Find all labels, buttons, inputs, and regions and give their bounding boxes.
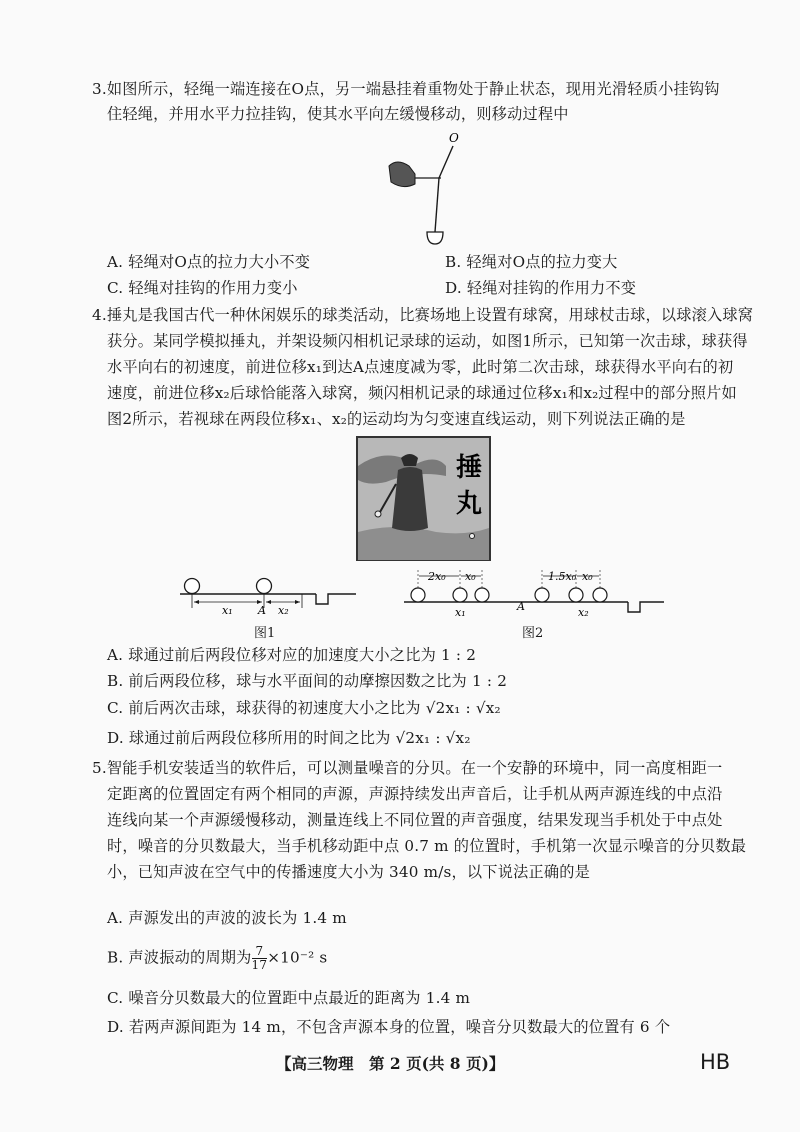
figure-2 [402, 566, 667, 622]
q4-option-d-text: D. 球通过前后两段位移所用的时间之比为 [107, 729, 396, 747]
hand-icon [389, 162, 415, 187]
q5-option-c: C. 噪音分贝数最大的位置距中点最近的距离为 1.4 m [107, 989, 471, 1007]
q5-fraction-numerator: 7 [252, 945, 268, 959]
q4-stem-line2: 获分。某同学模拟捶丸，并架设频闪相机记录球的运动，如图1所示，已知第一次击球，球获得 [107, 332, 748, 350]
q4-option-c [107, 697, 501, 719]
fig1-ball-hole [316, 594, 356, 604]
q4-stem-line4: 速度，前进位移x₂后球恰能落入球窝，频闪相机记录的球通过位移x₁和x₂过程中的部分照片如 [107, 384, 737, 402]
q5-option-b-text: B. 声波振动的周期为 [107, 948, 252, 967]
fig2-ball-hole [628, 602, 664, 612]
fig2-caption: 图2 [522, 626, 544, 641]
q3-option-a: A. 轻绳对O点的拉力大小不变 [107, 253, 311, 271]
chuiwan-picture [356, 436, 491, 561]
picture-title-char2: 丸 [456, 489, 483, 519]
ball-icon [375, 511, 381, 517]
weight-icon [427, 232, 443, 244]
q3-rope-upper [439, 146, 453, 178]
fig2-x0-label-1: x₀ [465, 570, 476, 583]
q5-stem-line2: 定距离的位置固定有两个相同的声源，声源持续发出声音后，让手机从两声源连线的中点沿 [107, 785, 723, 803]
q5-option-d: D. 若两声源间距为 14 m，不包含声源本身的位置，噪音分贝数最大的位置有 6 个 [107, 1018, 671, 1036]
q5-stem-line3: 连线向某一个声源缓慢移动，测量连线上不同位置的声音强度，结果发现当手机处于中点处 [107, 811, 723, 829]
fig1-a-label: A [258, 604, 266, 617]
fig2-2x0-label: 2x₀ [428, 570, 446, 583]
exam-code: HB [700, 1050, 731, 1074]
q3-stem-line2: 住轻绳，并用水平力拉挂钩，使其水平向左缓慢移动，则移动过程中 [107, 105, 569, 123]
q3-stem-line1: 3.如图所示，轻绳一端连接在O点，另一端悬挂着重物处于静止状态，现用光滑轻质小挂钩钩 [92, 80, 720, 98]
q3-hook-figure [385, 128, 485, 248]
fig2-x2-label: x₂ [578, 606, 589, 619]
fig2-a-label: A [517, 600, 525, 613]
q3-option-d: D. 轻绳对挂钩的作用力不变 [445, 279, 637, 297]
fig1-x2-label: x₂ [278, 604, 289, 617]
q4-option-d [107, 727, 471, 749]
q3-point-o-label: O [449, 131, 459, 145]
figure-robe-icon [392, 467, 428, 531]
fig1-ball-a [257, 579, 272, 594]
figure-1 [176, 574, 361, 620]
fig1-x1-label: x₁ [222, 604, 233, 617]
q4-stem-line1: 4.捶丸是我国古代一种休闲娱乐的球类活动，比赛场地上设置有球窝，用球杖击球，以球滚入球窝 [92, 306, 754, 324]
q4-option-c-expr: √2x₁ : √x₂ [425, 699, 501, 717]
q4-option-d-expr: √2x₁ : √x₂ [395, 729, 471, 747]
fig2-15x0-label: 1.5x₀ [548, 570, 577, 583]
fig1-caption: 图1 [254, 626, 276, 641]
fig2-x1-label: x₁ [455, 606, 466, 619]
q4-stem-line5: 图2所示，若视球在两段位移x₁、x₂的运动均为匀变速直线运动，则下列说法正确的是 [107, 410, 686, 428]
q3-option-b: B. 轻绳对O点的拉力变大 [445, 253, 618, 271]
q3-rope-lower [435, 178, 439, 232]
q4-option-b: B. 前后两段位移，球与水平面间的动摩擦因数之比为 1 : 2 [107, 672, 508, 690]
q5-option-b-suffix: ×10⁻² s [267, 948, 328, 967]
fig2-x0-label-2: x₀ [582, 570, 593, 583]
q4-option-c-text: C. 前后两次击球，球获得的初速度大小之比为 [107, 699, 426, 717]
q5-option-a: A. 声源发出的声波的波长为 1.4 m [107, 909, 347, 927]
q5-stem-line5: 小，已知声波在空气中的传播速度大小为 340 m/s，以下说法正确的是 [107, 863, 591, 881]
q4-stem-line3: 水平向右的初速度，前进位移x₁到达A点速度减为零，此时第二次击球，球获得水平向右的初 [107, 358, 734, 376]
page-footer: 【高三物理 第 2 页(共 8 页)】 [276, 1054, 505, 1073]
q5-stem-line4: 时，噪音的分贝数最大，当手机移动距中点 0.7 m 的位置时，手机第一次显示噪音的分贝数最 [107, 837, 747, 855]
q5-fraction-denominator: 17 [251, 958, 268, 972]
picture-title-char1: 捶 [456, 453, 483, 483]
q3-option-c: C. 轻绳对挂钩的作用力变小 [107, 279, 298, 297]
q5-option-b-fraction [252, 945, 268, 972]
fig1-ball-start [185, 579, 200, 594]
q5-stem-line1: 5.智能手机安装适当的软件后，可以测量噪音的分贝。在一个安静的环境中，同一高度相距一 [92, 759, 723, 777]
q4-option-a: A. 球通过前后两段位移对应的加速度大小之比为 1 : 2 [107, 646, 477, 664]
q5-option-b [107, 945, 327, 972]
